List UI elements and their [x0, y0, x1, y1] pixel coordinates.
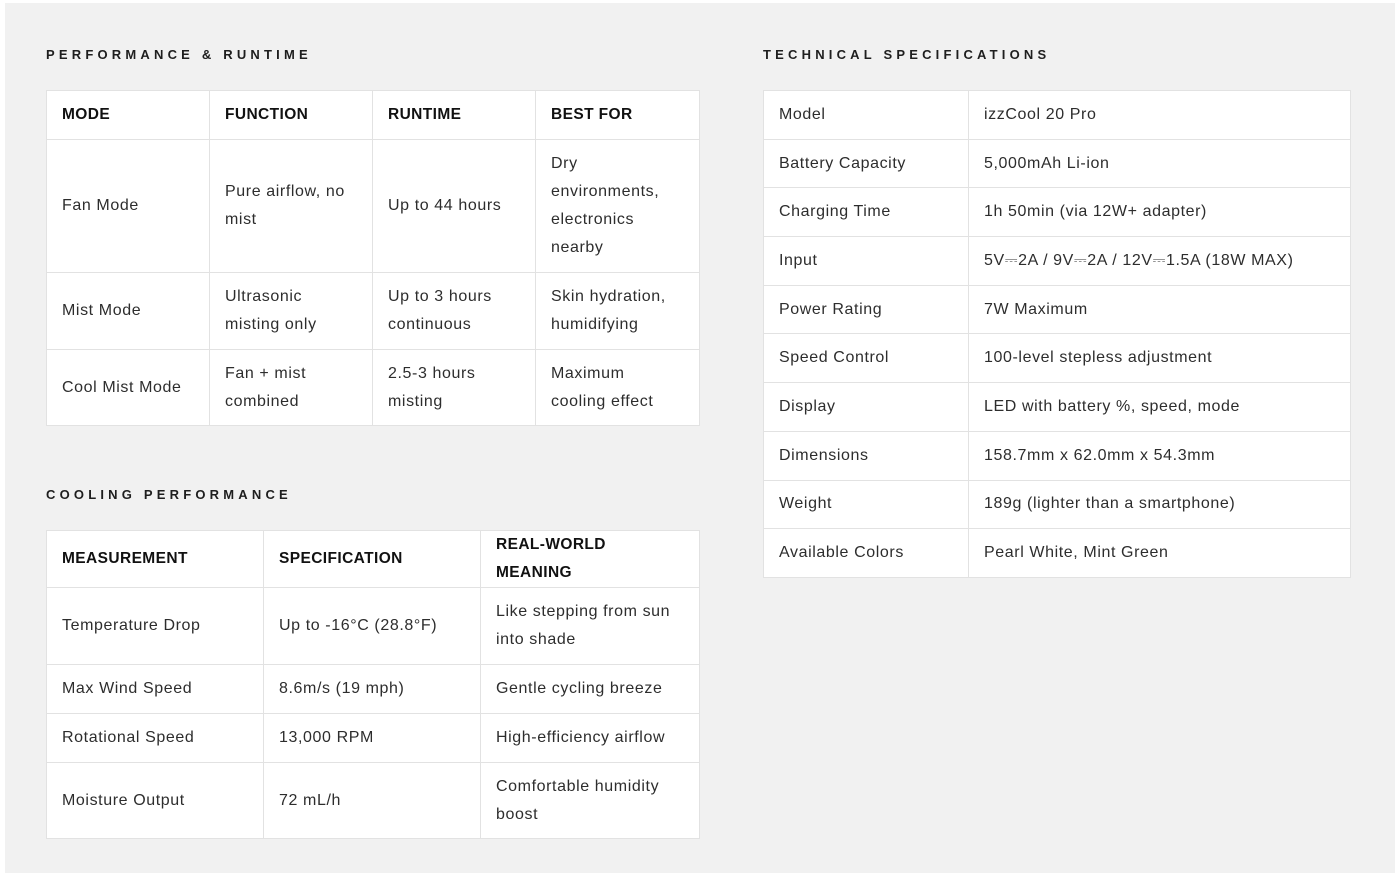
cell-runtime: Up to 3 hours continuous — [373, 273, 536, 350]
table-row — [764, 529, 1351, 578]
spec-label: Speed Control — [764, 334, 969, 383]
header-function: FUNCTION — [210, 91, 373, 140]
spec-value: Pearl White, Mint Green — [969, 529, 1351, 578]
spec-value: 158.7mm x 62.0mm x 54.3mm — [969, 431, 1351, 480]
spec-value: 1h 50min (via 12W+ adapter) — [969, 188, 1351, 237]
performance-table — [46, 90, 700, 426]
technical-table — [763, 90, 1351, 578]
spec-label: Power Rating — [764, 285, 969, 334]
page-background — [5, 3, 1395, 873]
cell-specification: 13,000 RPM — [264, 714, 481, 763]
cell-specification: 72 mL/h — [264, 763, 481, 839]
spec-value: 5V⎓2A / 9V⎓2A / 12V⎓1.5A (18W MAX) — [969, 237, 1351, 286]
cell-best-for: Skin hydration, humidifying — [536, 273, 700, 350]
table-row — [47, 665, 700, 714]
technical-section — [763, 47, 1294, 562]
spec-label: Display — [764, 383, 969, 432]
table-row — [47, 350, 700, 426]
cell-mode: Mist Mode — [47, 273, 210, 350]
table-row — [764, 480, 1351, 529]
cell-measurement: Rotational Speed — [47, 714, 264, 763]
cell-meaning: High-efficiency airflow — [481, 714, 700, 763]
technical-title: TECHNICAL SPECIFICATIONS — [763, 47, 1051, 62]
table-row — [47, 273, 700, 350]
spec-label: Available Colors — [764, 529, 969, 578]
table-row — [764, 383, 1351, 432]
cooling-title: COOLING PERFORMANCE — [46, 487, 292, 502]
cell-mode: Cool Mist Mode — [47, 350, 210, 426]
table-row — [764, 334, 1351, 383]
table-header-row — [47, 91, 700, 140]
spec-value: 100-level stepless adjustment — [969, 334, 1351, 383]
table-row — [764, 188, 1351, 237]
table-row — [47, 763, 700, 839]
table-row — [764, 285, 1351, 334]
cell-runtime: Up to 44 hours — [373, 140, 536, 273]
header-measurement: MEASUREMENT — [47, 531, 264, 588]
header-best-for: BEST FOR — [536, 91, 700, 140]
spec-label: Charging Time — [764, 188, 969, 237]
spec-label: Battery Capacity — [764, 139, 969, 188]
header-specification: SPECIFICATION — [264, 531, 481, 588]
cell-best-for: Maximum cooling effect — [536, 350, 700, 426]
cell-meaning: Comfortable humidity boost — [481, 763, 700, 839]
table-row — [47, 140, 700, 273]
spec-value: izzCool 20 Pro — [969, 91, 1351, 140]
cell-function: Ultrasonic misting only — [210, 273, 373, 350]
spec-value: 5,000mAh Li-ion — [969, 139, 1351, 188]
header-real-world-meaning: REAL-WORLD MEANING — [481, 531, 700, 588]
cell-specification: Up to -16°C (28.8°F) — [264, 588, 481, 665]
cell-measurement: Temperature Drop — [47, 588, 264, 665]
header-runtime: RUNTIME — [373, 91, 536, 140]
table-row — [764, 237, 1351, 286]
cell-function: Fan + mist combined — [210, 350, 373, 426]
cell-meaning: Gentle cycling breeze — [481, 665, 700, 714]
spec-value: 7W Maximum — [969, 285, 1351, 334]
table-row — [47, 588, 700, 665]
cooling-section — [46, 487, 671, 823]
spec-label: Model — [764, 91, 969, 140]
spec-value: 189g (lighter than a smartphone) — [969, 480, 1351, 529]
spec-label: Input — [764, 237, 969, 286]
cell-meaning: Like stepping from sun into shade — [481, 588, 700, 665]
header-mode: MODE — [47, 91, 210, 140]
cell-specification: 8.6m/s (19 mph) — [264, 665, 481, 714]
cell-function: Pure airflow, no mist — [210, 140, 373, 273]
performance-section — [46, 47, 666, 410]
spec-value: LED with battery %, speed, mode — [969, 383, 1351, 432]
cell-mode: Fan Mode — [47, 140, 210, 273]
table-row — [764, 431, 1351, 480]
cell-best-for: Dry environments, electronics nearby — [536, 140, 700, 273]
table-row — [47, 714, 700, 763]
spec-label: Weight — [764, 480, 969, 529]
cell-measurement: Max Wind Speed — [47, 665, 264, 714]
cell-measurement: Moisture Output — [47, 763, 264, 839]
table-header-row — [47, 531, 700, 588]
table-row — [764, 91, 1351, 140]
cell-runtime: 2.5-3 hours misting — [373, 350, 536, 426]
spec-label: Dimensions — [764, 431, 969, 480]
cooling-table — [46, 530, 700, 839]
performance-title: PERFORMANCE & RUNTIME — [46, 47, 312, 62]
table-row — [764, 139, 1351, 188]
